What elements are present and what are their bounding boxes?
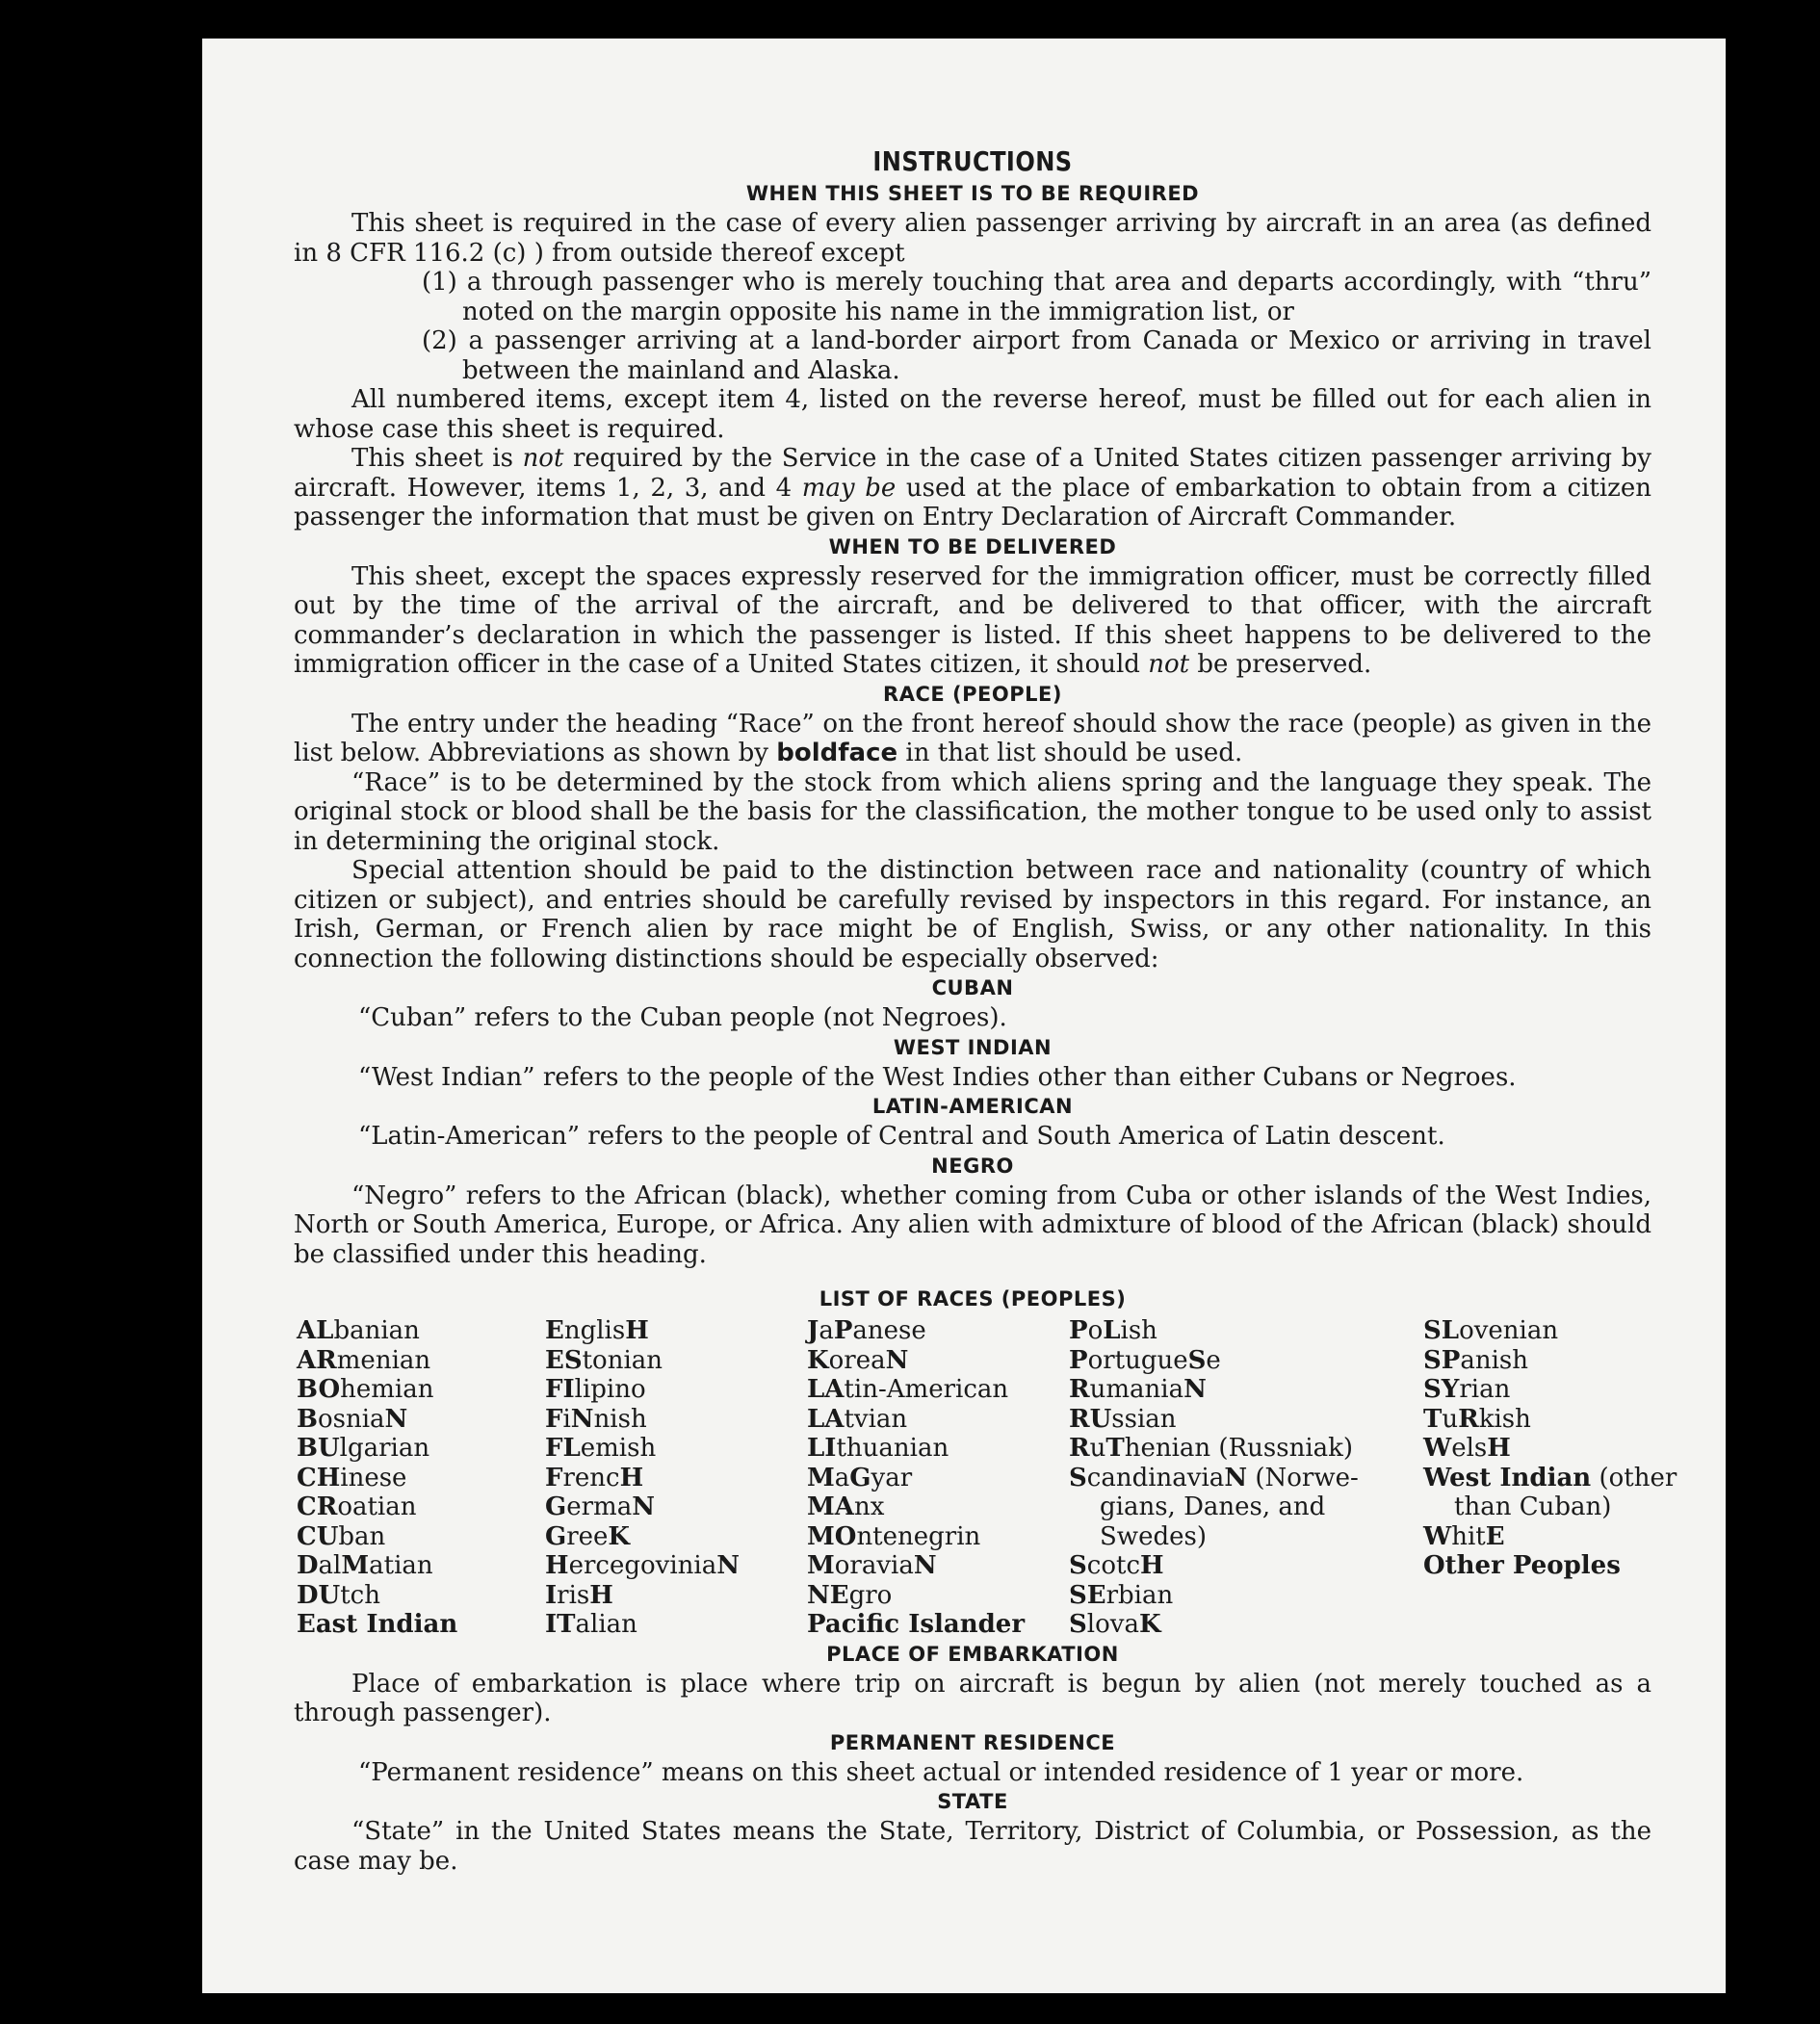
race-entry: SErbian [1069,1580,1174,1610]
race-list [297,1316,1677,1640]
heading-state: STATE [937,1790,1008,1813]
paragraph: This sheet is not required by the Service in the case of a United States citizen passenger arriving by aircraft. However, items 1, 2, 3, and 4 may be used at the place of embarkation to obtain from a citizen passenger the information that must be given on Entry Declaration of Aircraft Commander. [294,444,1652,532]
race-entry: LAtin-American [807,1375,1009,1404]
race-entry: CHinese [297,1463,407,1492]
heading-race: RACE (PEOPLE) [883,682,1062,706]
race-entry: SlovaK [1069,1610,1161,1639]
race-entry: TuRkish [1423,1404,1531,1434]
paragraph: “Permanent residence” means on this sheet actual or intended residence of 1 year or more. [358,1757,1524,1787]
race-entry: Swedes) [1100,1521,1207,1551]
race-entry: PoLish [1069,1316,1157,1345]
race-entry: GermaN [545,1492,655,1521]
page-title: INSTRUCTIONS [872,145,1073,177]
race-entry: RuThenian (Russniak) [1069,1434,1354,1463]
race-entry: IrisH [545,1580,613,1610]
heading-place-of-embarkation: PLACE OF EMBARKATION [826,1642,1119,1666]
race-entry: BosniaN [297,1404,408,1434]
race-entry: PortugueSe [1069,1345,1221,1375]
paragraph: “Race” is to be determined by the stock from which aliens spring and the language they speak. The original stock or blood shall be the basis for the classification, the mother tongue to be used only to assist in determining the original stock. [294,767,1651,856]
paragraph: “State” in the United States means the State, Territory, District of Columbia, or Possession, as the case may be. [294,1817,1651,1876]
race-entry: GreeK [545,1521,631,1551]
race-entry: DalMatian [297,1551,433,1580]
race-entry: FiNnish [545,1404,647,1434]
race-entry: ARmenian [297,1345,431,1375]
race-list-column [807,1316,1069,1640]
race-entry: WelsH [1423,1434,1511,1463]
race-entry: MaGyar [807,1463,913,1492]
paragraph: “West Indian” refers to the people of the West Indies other than either Cubans or Negroes. [358,1062,1517,1092]
race-entry: LAtvian [807,1404,908,1434]
race-entry: MoraviaN [807,1551,937,1580]
race-list-column [545,1316,807,1640]
race-list-column [297,1316,545,1640]
heading-cuban: CUBAN [931,976,1014,999]
race-entry: MAnx [807,1492,885,1521]
heading-west-indian: WEST INDIAN [893,1035,1053,1059]
paragraph: “Negro” refers to the African (black), whether coming from Cuba or other islands of the West Indies, North or South America, Europe, or Africa. Any alien with admixture of blood of the African (black) should be classified under this heading. [294,1181,1651,1269]
race-entry: FLemish [545,1434,657,1463]
race-entry: ITalian [545,1610,637,1639]
heading-negro: NEGRO [931,1154,1014,1178]
race-entry: JaPanese [807,1316,926,1345]
race-entry: BUlgarian [297,1434,430,1463]
race-entry: SLovenian [1423,1316,1559,1345]
race-entry: ScotcH [1069,1551,1164,1580]
race-entry: ALbanian [297,1316,420,1345]
list-item: (2) a passenger arriving at a land-border airport from Canada or Mexico or arriving in travel between the mainland and Alaska. [422,326,1651,385]
race-entry: EnglisH [545,1316,649,1345]
race-entry: FIlipino [545,1375,646,1404]
document-page [202,39,1726,1993]
race-list-column [1423,1316,1677,1640]
paragraph: The entry under the heading “Race” on the front hereof should show the race (people) as given in the list below. Abbreviations as shown by boldface in that list should be used. [294,709,1651,767]
paragraph: Special attention should be paid to the distinction between race and nationality (country of which citizen or subject), and entries should be carefully revised by inspectors in this regard. For instance, an Irish, German, or French alien by race might be of English, Swiss, or any other nationality. In this connection the following distinctions should be especially observed: [294,856,1651,973]
race-entry: RumaniaN [1069,1375,1207,1404]
paragraph: All numbered items, except item 4, listed on the reverse hereof, must be filled out for each alien in whose case this sheet is required. [294,385,1651,444]
race-entry: KoreaN [807,1345,909,1375]
race-entry: gians, Danes, and [1100,1492,1326,1521]
instructions-content [294,104,1677,1876]
heading-latin-american: LATIN-AMERICAN [871,1095,1074,1118]
race-entry: LIthuanian [807,1434,949,1463]
race-entry: EStonian [545,1345,663,1375]
race-entry: Pacific Islander [807,1610,1026,1639]
race-entry: East Indian [297,1610,458,1639]
race-list-column [1069,1316,1423,1640]
race-entry: SYrian [1423,1375,1511,1404]
heading-list-of-races: LIST OF RACES (PEOPLES) [819,1287,1127,1310]
race-entry: BOhemian [297,1375,434,1404]
race-entry: RUssian [1069,1404,1177,1434]
race-entry: NEgro [807,1580,893,1610]
heading-permanent-residence: PERMANENT RESIDENCE [829,1730,1116,1754]
race-entry: West Indian (other [1423,1463,1677,1492]
race-entry: HercegoviniaN [545,1551,740,1580]
race-entry: than Cuban) [1454,1492,1612,1521]
paragraph: Place of embarkation is place where trip on aircraft is begun by alien (not merely touched as a through passenger). [294,1669,1651,1727]
paragraph: This sheet is required in the case of every alien passenger arriving by aircraft in an area (as defined in 8 CFR 116.2 (c) ) from outside thereof except [294,209,1651,268]
race-entry: CRoatian [297,1492,417,1521]
paragraph: “Cuban” refers to the Cuban people (not Negroes). [358,1003,1007,1032]
race-entry: WhitE [1423,1521,1505,1551]
race-entry: SPanish [1423,1345,1528,1375]
race-entry: DUtch [297,1580,380,1610]
race-entry: Other Peoples [1423,1551,1621,1580]
race-entry: MOntenegrin [807,1521,981,1551]
race-entry: ScandinaviaN (Norwe- [1069,1463,1359,1492]
race-entry: CUban [297,1521,386,1551]
paragraph: “Latin-American” refers to the people of Central and South America of Latin descent. [358,1122,1445,1151]
paragraph: This sheet, except the spaces expressly reserved for the immigration officer, must be correctly filled out by the time of the arrival of the aircraft, and be delivered to that officer, with the aircraft commander’s declaration in which the passenger is listed. If this sheet happens to be delivered to the immigration officer in the case of a United States citizen, it should not be preserved. [294,561,1651,679]
heading-when-delivered: WHEN TO BE DELIVERED [828,534,1117,558]
race-entry: FrencH [545,1463,644,1492]
heading-when-required: WHEN THIS SHEET IS TO BE REQUIRED [745,182,1200,205]
list-item: (1) a through passenger who is merely touching that area and departs accordingly, with “thru” noted on the margin opposite his name in the immigration list, or [422,268,1651,326]
